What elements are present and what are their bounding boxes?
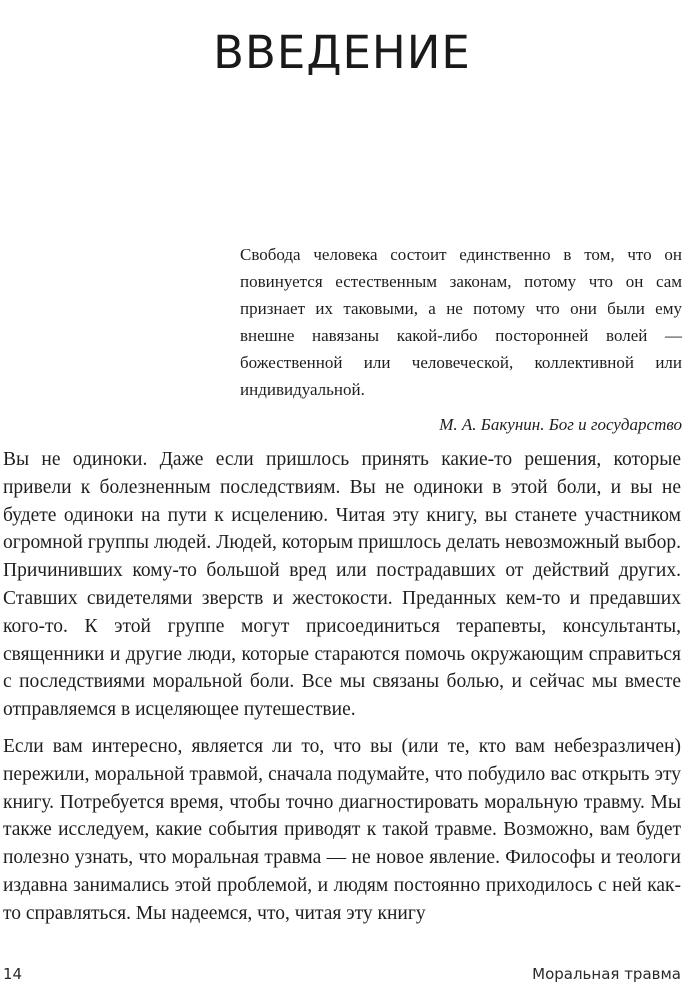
epigraph-quote: Свобода человека состоит единственно в том, что он повинуется естественным законам, потому что он сам признает их таковыми, а не потому что они были ему внешне навязаны какой-либо посторонней волей — божественной или человеческой, коллективной или индивидуальной. [240, 245, 682, 399]
epigraph-attribution: М. А. Бакунин. Бог и государство [439, 415, 682, 434]
body-paragraph: Если вам интересно, является ли то, что вы (или те, кто вам небезразличен) пережили, моральной травмой, сначала подумайте, что побудило вас открыть эту книгу. Потребуется время, чтобы точно диагностировать моральную травму. Мы также исследуем, какие события приводят к такой травме. Возможно, вам будет полезно узнать, что моральная травма — не новое явление. Философы и теологи издавна занимались этой проблемой, и людям постоянно приходилось с ней как-то справляться. Мы надеемся, что, читая эту книгу [3, 736, 681, 924]
chapter-heading: ВВЕДЕНИЕ [213, 26, 471, 80]
page-number: 14 [3, 965, 23, 983]
epigraph [240, 241, 682, 438]
body-paragraph: Вы не одиноки. Даже если пришлось принять какие-то решения, которые привели к болезненным последствиям. Вы не одиноки в этой боли, и вы не будете одиноки на пути к исцелению. Читая эту книгу, вы станете участником огромной группы людей. Людей, которым пришлось делать невозможный выбор. Причинивших кому-то большой вред или пострадавших от действий других. Ставших свидетелями зверств и жестокости. Преданных кем-то и предавших кого-то. К этой группе могут присоединиться терапевты, консультанты, священники и другие люди, которые стараются помочь окружающим справиться с последствиями моральной боли. Все мы связаны болью, и сейчас мы вместе отправляемся в исцеляющее путешествие. [3, 449, 681, 721]
running-title: Моральная травма [532, 965, 681, 983]
